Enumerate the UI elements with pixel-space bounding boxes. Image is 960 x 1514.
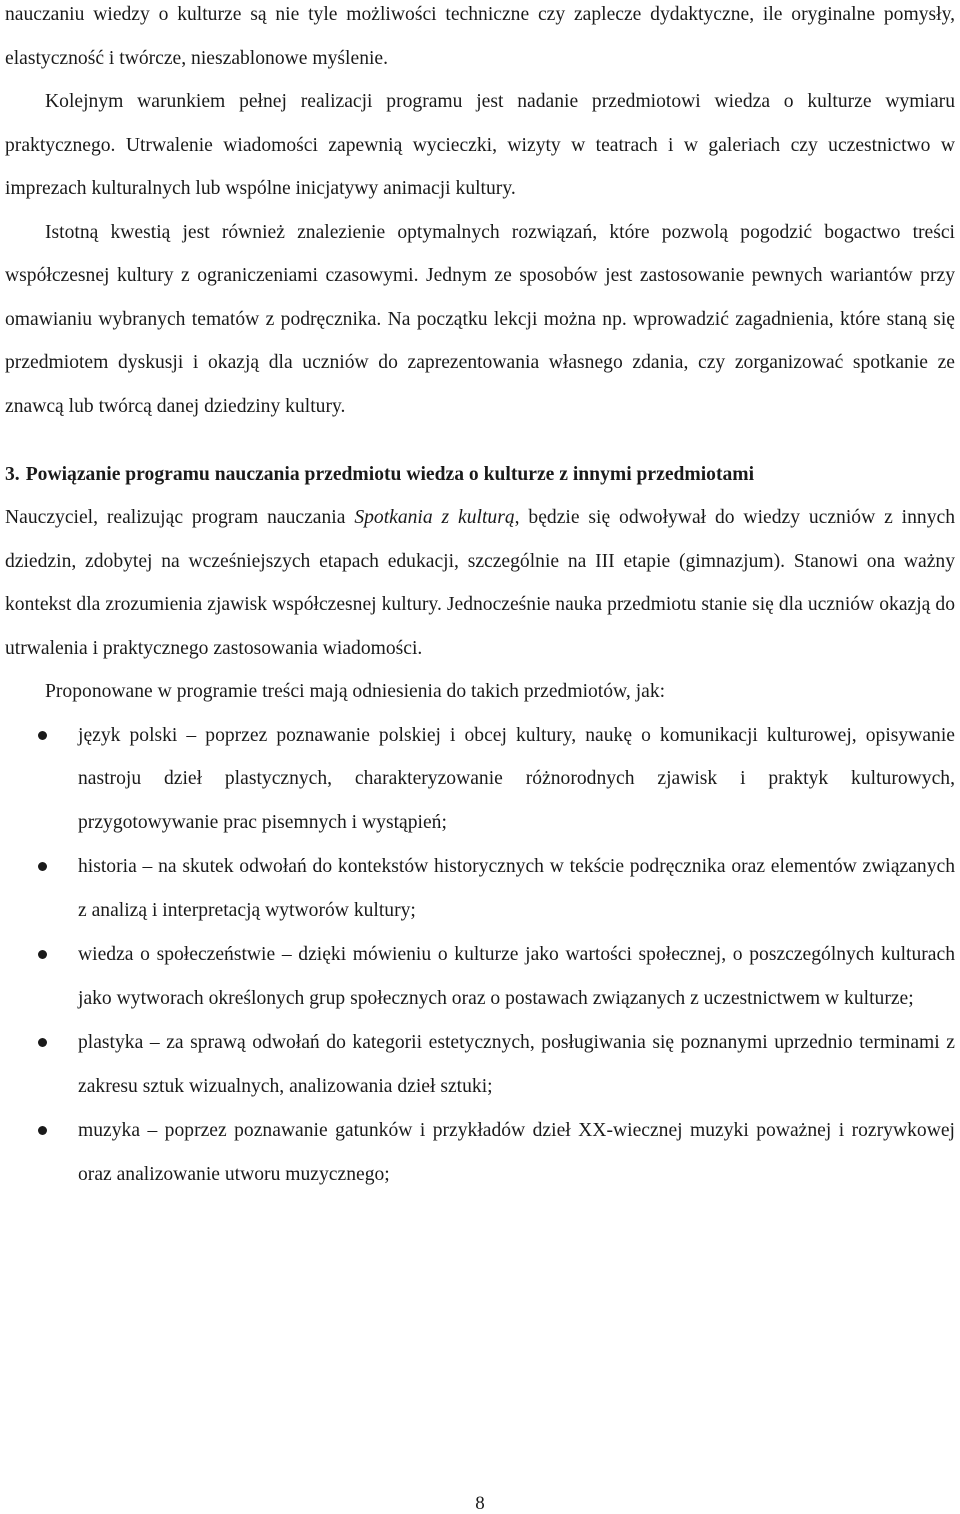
list-item-text: język polski – poprzez poznawanie polskiej i obcej kultury, naukę o komunikacji kulturowej, opisywanie nastroju dzieł plastycznych, charakteryzowanie różnorodnych zjawisk i praktyk kulturowych, przygotowywanie prac pisemnych i wystąpień; (78, 724, 955, 833)
paragraph-interdisciplinary (5, 496, 955, 670)
paragraph-practical-dimension: Kolejnym warunkiem pełnej realizacji programu jest nadanie przedmiotowi wiedza o kulturze wymiaru praktycznego. Utrwalenie wiadomości zapewnią wycieczki, wizyty w teatrach i w galeriach czy uczestnictwo w imprezach kulturalnych lub wspólne inicjatywy animacji kultury. (5, 91, 955, 199)
section-number: 3. (5, 464, 20, 485)
list-item-music (5, 1109, 955, 1196)
bullet-icon (38, 1126, 47, 1135)
bullet-icon (38, 1038, 47, 1047)
paragraph-continuation: nauczaniu wiedzy o kulturze są nie tyle możliwości techniczne czy zaplecze dydaktyczne, ile oryginalne pomysły, elastyczność i twórcze, nieszablonowe myślenie. (5, 4, 955, 69)
page-number: 8 (475, 1493, 485, 1514)
list-item-text: historia – na skutek odwołań do kontekstów historycznych w tekście podręcznika oraz elementów związanych z analizą i interpretacją wytworów kultury; (78, 856, 955, 921)
list-item-text: plastyka – za sprawą odwołań do kategorii estetycznych, posługiwania się poznanymi uprzednio terminami z zakresu sztuk wizualnych, analizowania dzieł sztuki; (78, 1032, 955, 1097)
list-item-polish (5, 714, 955, 845)
paragraph-text-after-title: , będzie się odwoływał do wiedzy uczniów z innych dziedzin, zdobytej na wcześniejszych etapach edukacji, szczególnie na III etapie (gimnazjum). Stanowi ona ważny kontekst dla zrozumienia zjawisk współczesnej kultury. Jednocześnie nauka przedmiotu stanie się dla uczniów okazją do utrwalenia i praktycznego zastosowania wiadomości. (5, 507, 955, 659)
section-heading (5, 453, 955, 496)
list-item-history (5, 845, 955, 932)
bullet-icon (38, 731, 47, 740)
subjects-list (5, 714, 955, 1197)
list-item-text: wiedza o społeczeństwie – dzięki mówieniu o kulturze jako wartości społecznej, o poszczególnych kulturach jako wytworach określonych grup społecznych oraz o postawach związanych z uczestnictwem w kulturze; (78, 944, 955, 1009)
document-page (5, 0, 955, 1197)
paragraph-time-constraints: Istotną kwestią jest również znalezienie optymalnych rozwiązań, które pozwolą pogodzić bogactwo treści współczesnej kultury z ograniczeniami czasowymi. Jednym ze sposobów jest zastosowanie pewnych wariantów przy omawianiu wybranych tematów z podręcznika. Na początku lekcji można np. wprowadzić zagadnienia, które staną się przedmiotem dyskusji i okazją dla uczniów do zaprezentowania własnego zdania, czy zorganizować spotkanie ze znawcą lub twórcą danej dziedziny kultury. (5, 221, 955, 417)
list-item-civics (5, 933, 955, 1020)
paragraph-text-before-title: Nauczyciel, realizując program nauczania (5, 507, 355, 528)
list-item-art (5, 1021, 955, 1108)
list-item-text: muzyka – poprzez poznawanie gatunków i przykładów dzieł XX-wiecznej muzyki poważnej i rozrywkowej oraz analizowanie utworu muzycznego; (78, 1120, 955, 1185)
bullet-icon (38, 862, 47, 871)
program-title: Spotkania z kulturą (354, 507, 515, 528)
section-title: Powiązanie programu nauczania przedmiotu wiedza o kulturze z innymi przedmiotami (25, 464, 755, 485)
bullet-icon (38, 950, 47, 959)
paragraph-subjects-intro: Proponowane w programie treści mają odniesienia do takich przedmiotów, jak: (45, 681, 666, 702)
